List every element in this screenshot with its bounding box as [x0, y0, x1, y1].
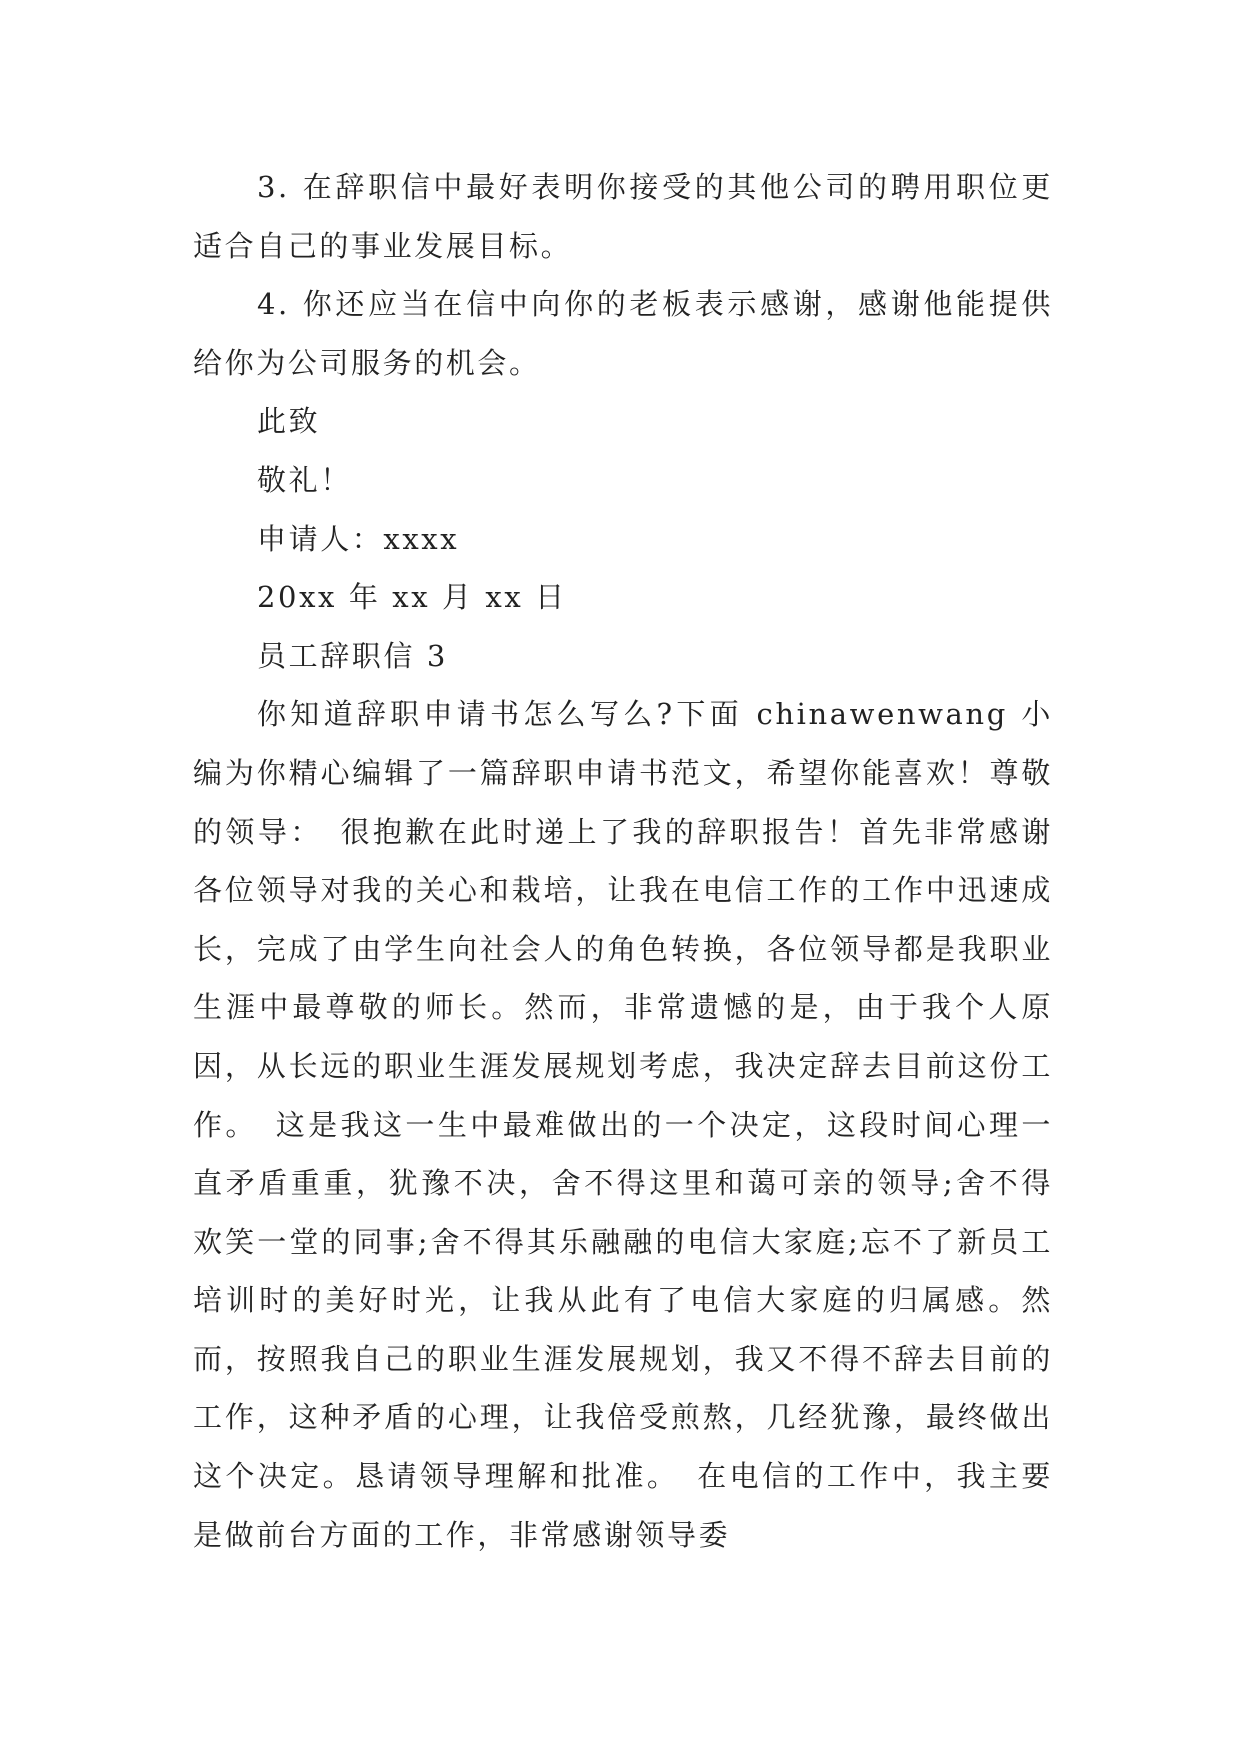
paragraph-item-4: 4. 你还应当在信中向你的老板表示感谢，感谢他能提供给你为公司服务的机会。 [193, 287, 1053, 380]
applicant-line: 申请人：xxxx [257, 521, 460, 556]
section-title: 员工辞职信 3 [257, 638, 448, 673]
date-line: 20xx 年 xx 月 xx 日 [257, 580, 567, 615]
paragraph-item-3: 3. 在辞职信中最好表明你接受的其他公司的聘用职位更适合自己的事业发展目标。 [193, 170, 1053, 263]
closing-salutation: 此致 [257, 404, 321, 439]
document-body [193, 158, 1053, 1564]
closing-respect: 敬礼！ [257, 462, 352, 497]
letter-body-paragraph: 你知道辞职申请书怎么写么?下面 chinawenwang 小编为你精心编辑了一篇辞职申请书范文，希望你能喜欢！尊敬的领导： 很抱歉在此时递上了我的辞职报告！首先非常感谢各位领导对我的关心和栽培，让我在电信工作的工作中迅速成长，完成了由学生向社会人的角色转换，各位领导都是我职业生涯中最尊敬的师长。然而，非常遗憾的是，由于我个人原因，从长远的职业生涯发展规划考虑，我决定辞去目前这份工作。 这是我这一生中最难做出的一个决定，这段时间心理一直矛盾重重，犹豫不决，舍不得这里和蔼可亲的领导;舍不得欢笑一堂的同事;舍不得其乐融融的电信大家庭;忘不了新员工培训时的美好时光，让我从此有了电信大家庭的归属感。然而，按照我自己的职业生涯发展规划，我又不得不辞去目前的工作，这种矛盾的心理，让我倍受煎熬，几经犹豫，最终做出这个决定。恳请领导理解和批准。 在电信的工作中，我主要是做前台方面的工作，非常感谢领导委 [193, 697, 1053, 1552]
